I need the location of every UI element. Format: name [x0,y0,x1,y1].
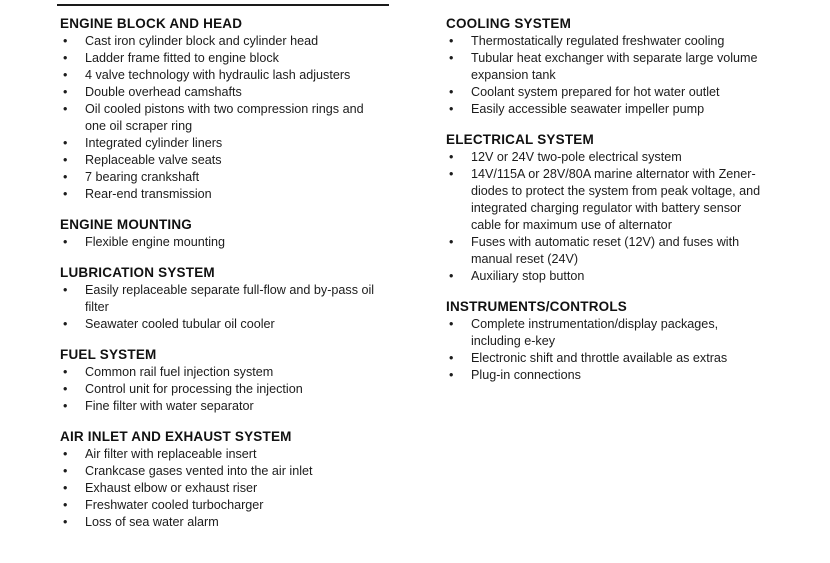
bullet-icon: • [63,34,68,48]
list-item [60,282,375,316]
list-item [446,33,771,50]
bullet-icon: • [63,498,68,512]
item-list [60,364,375,415]
list-item-text: Tubular heat exchanger with separate large volume expansion tank [471,51,758,82]
bullet-icon: • [63,447,68,461]
list-item-text: Ladder frame fitted to engine block [85,51,279,65]
bullet-icon: • [449,51,454,65]
list-item-text: Auxiliary stop button [471,269,585,283]
item-list [60,234,375,251]
bullet-icon: • [449,235,454,249]
list-item-text: Loss of sea water alarm [85,515,219,529]
section-heading: COOLING SYSTEM [446,16,572,31]
bullet-icon: • [63,382,68,396]
list-item-text: Easily accessible seawater impeller pump [471,102,705,116]
list-item [60,234,375,251]
list-item-text: Replaceable valve seats [85,153,222,167]
bullet-icon: • [449,269,454,283]
list-item [446,166,771,234]
item-list [446,316,771,384]
list-item [446,50,771,84]
bullet-icon: • [449,34,454,48]
item-list [446,149,771,285]
list-item [60,463,375,480]
list-item [60,186,375,203]
list-item [446,268,771,285]
list-item-text: Electronic shift and throttle available as extras [471,351,728,365]
right-column [446,0,771,384]
list-item-text: Thermostatically regulated freshwater cooling [471,34,725,48]
list-item [60,497,375,514]
list-item [60,67,375,84]
left-column [60,0,375,531]
list-item-text: Control unit for processing the injection [85,382,303,396]
list-item [446,234,771,268]
section [446,131,771,285]
list-item-text: Freshwater cooled turbocharger [85,498,264,512]
list-item [60,169,375,186]
bullet-icon: • [63,136,68,150]
bullet-icon: • [63,365,68,379]
section-heading: ENGINE MOUNTING [60,217,193,232]
list-item [60,101,375,135]
bullet-icon: • [63,464,68,478]
section [60,216,375,251]
list-item [60,33,375,50]
list-item-text: Oil cooled pistons with two compression rings and one oil scraper ring [85,102,364,133]
list-item [60,514,375,531]
list-item-text: Plug-in connections [471,368,581,382]
list-item [446,149,771,166]
list-item-text: Easily replaceable separate full-flow and by-pass oil filter [85,283,375,314]
section-heading: INSTRUMENTS/CONTROLS [446,299,627,314]
bullet-icon: • [63,283,68,297]
list-item-text: Fine filter with water separator [85,399,254,413]
list-item-text: Crankcase gases vented into the air inlet [85,464,313,478]
list-item [60,398,375,415]
list-item-text: Coolant system prepared for hot water outlet [471,85,720,99]
item-list [60,446,375,531]
bullet-icon: • [63,153,68,167]
list-item-text: 12V or 24V two-pole electrical system [471,150,682,164]
list-item-text: Common rail fuel injection system [85,365,274,379]
list-item [60,316,375,333]
list-item-text: Exhaust elbow or exhaust riser [85,481,258,495]
list-item [60,50,375,67]
bullet-icon: • [449,167,454,181]
list-item [60,480,375,497]
list-item [60,381,375,398]
list-item [60,84,375,101]
bullet-icon: • [63,515,68,529]
bullet-icon: • [63,102,68,116]
bullet-icon: • [449,102,454,116]
bullet-icon: • [63,68,68,82]
section [446,298,771,384]
list-item [446,350,771,367]
bullet-icon: • [449,351,454,365]
item-list [60,282,375,333]
bullet-icon: • [63,399,68,413]
section [60,346,375,415]
section-heading: FUEL SYSTEM [60,347,157,362]
list-item-text: Flexible engine mounting [85,235,226,249]
bullet-icon: • [449,85,454,99]
item-list [446,33,771,118]
list-item [446,101,771,118]
bullet-icon: • [63,481,68,495]
bullet-icon: • [63,187,68,201]
section [60,428,375,531]
section [60,15,375,203]
bullet-icon: • [63,317,68,331]
bullet-icon: • [449,317,454,331]
bullet-icon: • [63,51,68,65]
list-item-text: Cast iron cylinder block and cylinder head [85,34,319,48]
section-heading: AIR INLET AND EXHAUST SYSTEM [60,429,292,444]
list-item-text: Rear-end transmission [85,187,212,201]
list-item [60,446,375,463]
bullet-icon: • [63,170,68,184]
list-item [60,152,375,169]
list-item [60,135,375,152]
section-heading: LUBRICATION SYSTEM [60,265,215,280]
bullet-icon: • [449,368,454,382]
bullet-icon: • [449,150,454,164]
section-heading: ENGINE BLOCK AND HEAD [60,16,243,31]
list-item [446,84,771,101]
section-heading: ELECTRICAL SYSTEM [446,132,594,147]
list-item-text: Air filter with replaceable insert [85,447,257,461]
list-item-text: Seawater cooled tubular oil cooler [85,317,275,331]
bullet-icon: • [63,235,68,249]
list-item [446,367,771,384]
bullet-icon: • [63,85,68,99]
list-item-text: 7 bearing crankshaft [85,170,200,184]
section [446,15,771,118]
list-item [446,316,771,350]
list-item-text: 14V/115A or 28V/80A marine alternator with Zener-diodes to protect the system from peak voltage, and integrated charging regulator with battery sensor cable for maximum use of alternator [471,167,761,232]
list-item-text: Integrated cylinder liners [85,136,223,150]
list-item-text: Double overhead camshafts [85,85,242,99]
list-item-text: 4 valve technology with hydraulic lash adjusters [85,68,351,82]
section [60,264,375,333]
list-item-text: Fuses with automatic reset (12V) and fuses with manual reset (24V) [471,235,740,266]
item-list [60,33,375,203]
list-item [60,364,375,381]
list-item-text: Complete instrumentation/display packages, including e-key [471,317,719,348]
